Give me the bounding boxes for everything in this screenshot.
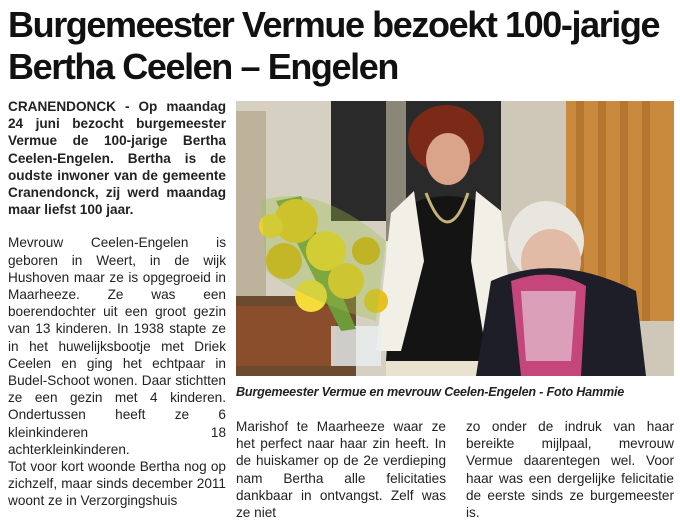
article-column-3 [466, 418, 674, 521]
lead-text: Op maandag 24 juni bezocht burgemeester Vermue de 100-jarige Bertha Ceelen-Engelen. Bertha is de oudste inwoner van de gemeente Cranendonck, zij werd maandag maar liefst 100 jaar. [8, 99, 226, 218]
photo-caption: Burgemeester Vermue en mevrouw Ceelen-Engelen - Foto Hammie [236, 385, 625, 399]
photo-illustration [236, 101, 674, 376]
body-paragraph-2: Tot voor kort woonde Bertha nog op zichzelf, maar sinds december 2011 woont ze in Verzorgingshuis [8, 459, 226, 509]
headline-line-2: Bertha Ceelen – Engelen [8, 46, 398, 87]
article-column-2 [236, 418, 446, 521]
headline-line-1: Burgemeester Vermue bezoekt 100-jarige [8, 4, 660, 45]
body-paragraph-3: Marishof te Maarheeze waar ze het perfect naar haar zin heeft. In de huiskamer op de 2e verdieping nam Bertha alle felicitaties dankbaar in ontvangst. Zelf was ze niet [236, 419, 446, 521]
article-column-1 [8, 98, 226, 510]
lead-paragraph [8, 98, 226, 218]
headline [8, 4, 676, 88]
body-paragraph-1: Mevrouw Ceelen-Engelen is geboren in Weert, in de wijk Hushoven maar ze is opgegroeid in Maarheeze. Ze was een boerendochter uit een groot gezin van 13 kinderen. In 1938 stapte ze in het huwelijksbootje met Driek Ceelen en ging het echtpaar in Budel-Schoot wonen. Daar stichtten ze een gezin met 4 kinderen. Ondertussen heeft ze 6 kleinkinderen 18 achterkleinkinderen. [8, 235, 226, 457]
dateline: CRANENDONCK - [8, 99, 130, 114]
body-paragraph-4: zo onder de indruk van haar bereikte mijlpaal, mevrouw Vermue daarentegen wel. Voor haar was een dergelijke felicitatie de eerste sinds ze burgemeester is. [466, 419, 674, 521]
article-photo [236, 101, 674, 376]
